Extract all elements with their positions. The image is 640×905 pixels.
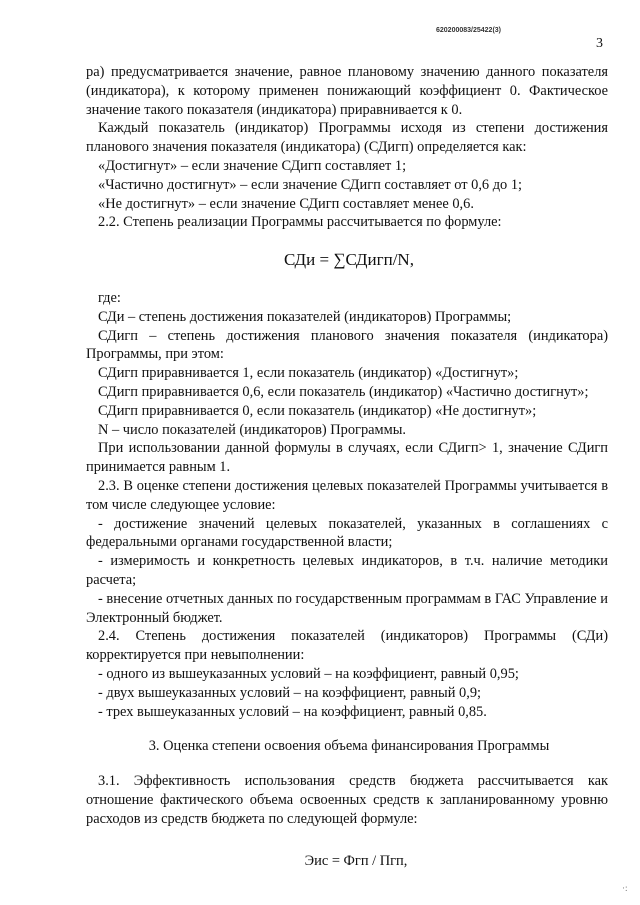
paragraph: 3.1. Эффективность использования средств бюджета рассчитывается как отношение фактического объема освоенных средств к запланированному уровню расходов из средств бюджета по следующей формуле:: [86, 773, 608, 827]
paragraph: При использовании данной формулы в случаях, если СДигп> 1, значение СДигп принимается равным 1.: [86, 440, 608, 476]
paragraph: СДи – степень достижения показателей (индикаторов) Программы;: [98, 308, 512, 325]
paragraph: N – число показателей (индикаторов) Программы.: [98, 421, 407, 438]
list-item: - одного из вышеуказанных условий – на коэффициент, равный 0,95;: [98, 665, 519, 682]
document-body: [86, 63, 608, 871]
paragraph: СДигп приравнивается 0,6, если показатель (индикатор) «Частично достигнут»;: [98, 383, 589, 400]
formula-degree-of-implementation: СДи = ∑СДигп/N,: [284, 250, 414, 270]
paragraph: «Не достигнут» – если значение СДигп составляет менее 0,6.: [98, 195, 474, 212]
paragraph: «Частично достигнут» – если значение СДигп составляет от 0,6 до 1;: [98, 176, 523, 193]
list-item: - трех вышеуказанных условий – на коэффициент, равный 0,85.: [98, 703, 487, 720]
document-id: 620200083/25422(3): [436, 27, 502, 34]
paragraph: СДигп приравнивается 0, если показатель (индикатор) «Не достигнут»;: [98, 402, 537, 419]
page-number: 3: [596, 36, 603, 51]
formula-budget-efficiency: Эис = Фгп / Пгп,: [304, 853, 408, 870]
paragraph: Каждый показатель (индикатор) Программы исходя из степени достижения планового значения показателя (индикатора) (СДигп) определяется как:: [86, 120, 608, 156]
paragraph: ра) предусматривается значение, равное плановому значению данного показателя (индикатора), к которому применен понижающий коэффициент 0. Фактическое значение такого показателя (индикатора) приравнивается к 0.: [86, 64, 608, 118]
paragraph: «Достигнут» – если значение СДигп составляет 1;: [98, 157, 407, 174]
scan-mark: ·:: [622, 883, 628, 893]
paragraph: СДигп – степень достижения планового значения показателя (индикатора) Программы, при этом:: [86, 327, 608, 363]
paragraph: 2.3. В оценке степени достижения целевых показателей Программы учитывается в том числе следующее условие:: [86, 477, 608, 513]
paragraph: где:: [98, 289, 121, 306]
paragraph: 2.4. Степень достижения показателей (индикаторов) Программы (СДи) корректируется при невыполнении:: [86, 628, 608, 664]
paragraph: - внесение отчетных данных по государственным программам в ГАС Управление и Электронный бюджет.: [86, 590, 608, 626]
paragraph: - измеримость и конкретность целевых индикаторов, в т.ч. наличие методики расчета;: [86, 553, 608, 588]
section-heading: 3. Оценка степени освоения объема финансирования Программы: [148, 738, 550, 755]
paragraph: СДигп приравнивается 1, если показатель (индикатор) «Достигнут»;: [98, 365, 519, 382]
paragraph: 2.2. Степень реализации Программы рассчитывается по формуле:: [98, 214, 502, 231]
list-item: - двух вышеуказанных условий – на коэффициент, равный 0,9;: [98, 684, 482, 701]
paragraph: - достижение значений целевых показателей, указанных в соглашениях с федеральными органами государственной власти;: [86, 515, 608, 551]
